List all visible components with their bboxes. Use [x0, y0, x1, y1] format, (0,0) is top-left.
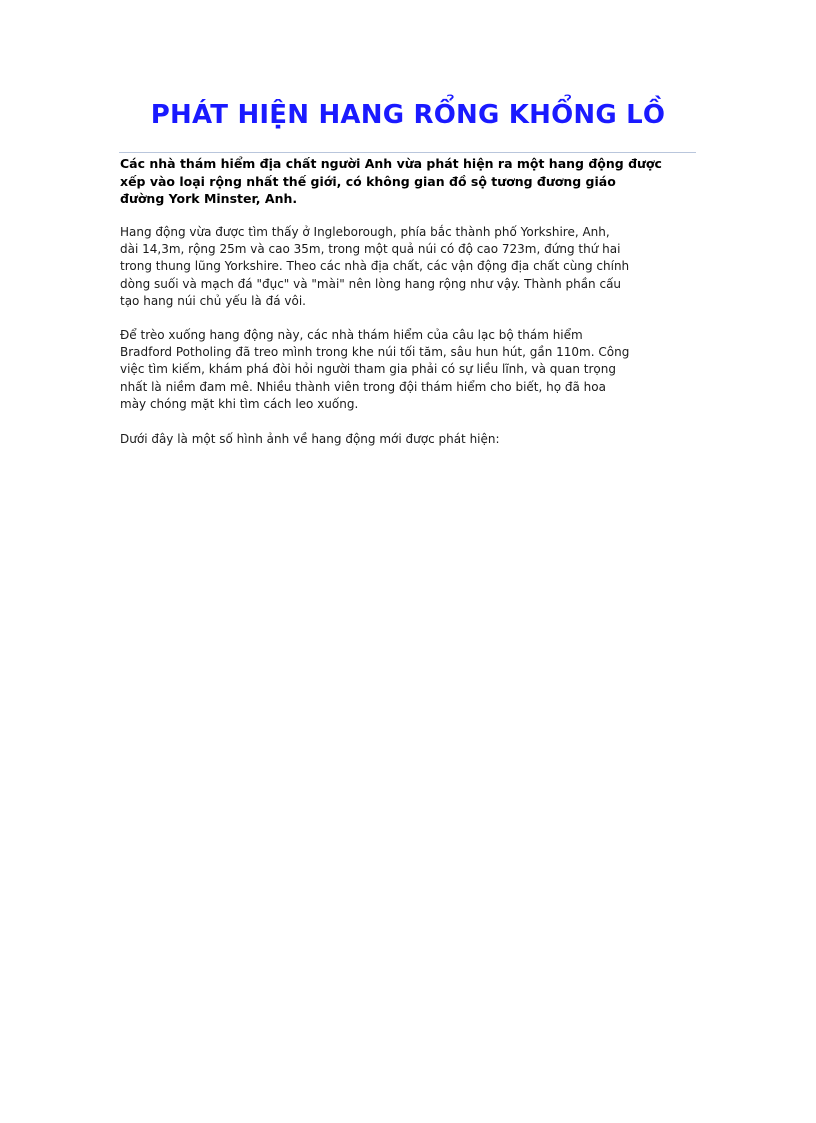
paragraph-line: Hang động vừa được tìm thấy ở Ingleborough, phía bắc thành phố Yorkshire, Anh,	[120, 225, 610, 239]
lead-line: đường York Minster, Anh.	[120, 191, 298, 206]
body-paragraph-1	[120, 224, 705, 310]
article-lead	[120, 155, 705, 208]
paragraph-line: trong thung lũng Yorkshire. Theo các nhà địa chất, các vận động địa chất cùng chính	[120, 259, 630, 274]
article-title: PHÁT HIỆN HANG RỔNG KHỔNG LỒ	[150, 100, 666, 130]
paragraph-line: mày chóng mặt khi tìm cách leo xuống.	[120, 396, 359, 411]
body-paragraph-2	[120, 327, 705, 413]
lead-line: xếp vào loại rộng nhất thế giới, có không gian đồ sộ tương đương giáo	[120, 173, 616, 189]
title-divider	[119, 152, 696, 153]
paragraph-line: Dưới đây là một số hình ảnh về hang động mới được phát hiện:	[120, 432, 500, 446]
paragraph-line: Bradford Potholing đã treo mình trong khe núi tối tăm, sâu hun hút, gần 110m. Công	[120, 345, 630, 360]
paragraph-line: Để trèo xuống hang động này, các nhà thám hiểm của câu lạc bộ thám hiểm	[120, 328, 583, 342]
lead-line: Các nhà thám hiểm địa chất người Anh vừa phát hiện ra một hang động được	[120, 156, 662, 171]
body-paragraph-3	[120, 431, 705, 448]
paragraph-line: tạo hang núi chủ yếu là đá vôi.	[120, 293, 306, 308]
paragraph-line: dài 14,3m, rộng 25m và cao 35m, trong một quả núi có độ cao 723m, đứng thứ hai	[120, 242, 621, 257]
paragraph-line: dòng suối và mạch đá "đục" và "mài" nên lòng hang rộng như vậy. Thành phần cấu	[120, 276, 622, 291]
paragraph-line: việc tìm kiếm, khám phá đòi hỏi người tham gia phải có sự liều lĩnh, và quan trọng	[120, 362, 616, 377]
paragraph-line: nhất là niềm đam mê. Nhiều thành viên trong đội thám hiểm cho biết, họ đã hoa	[120, 379, 606, 394]
